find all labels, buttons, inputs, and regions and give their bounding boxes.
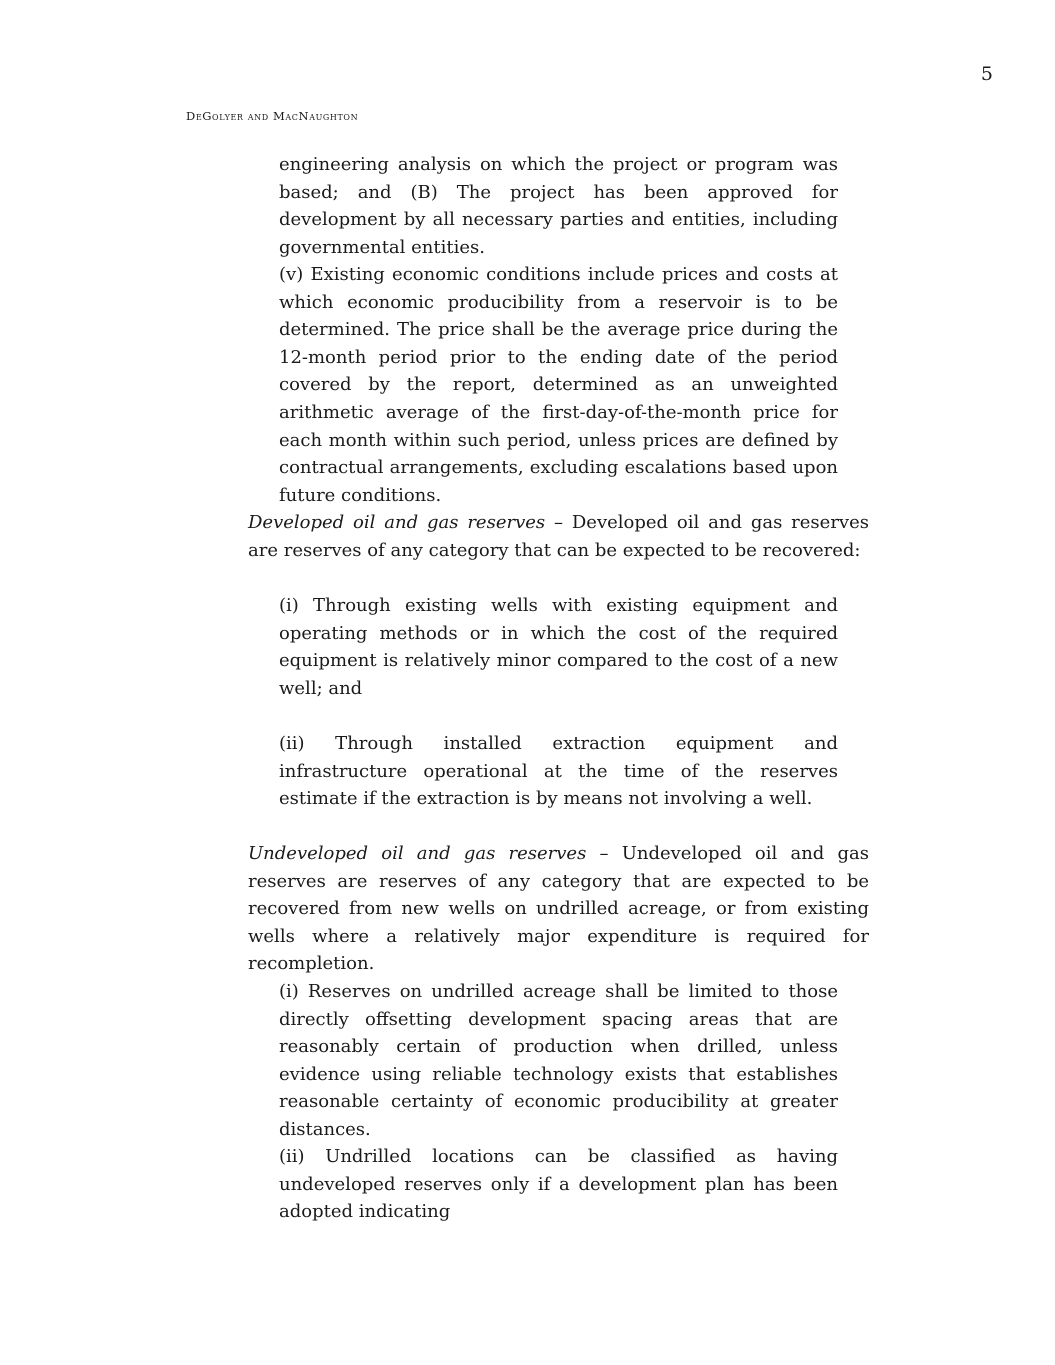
undeveloped-item-ii: (ii) Undrilled locations can be classified as having undeveloped reserves only if a development plan has been adopted indicating: [279, 1146, 838, 1223]
developed-reserves-term: Developed oil and gas reserves: [248, 512, 546, 533]
paragraph-continuation: engineering analysis on which the project or program was based; and (B) The project has been approved for development by all necessary parties and entities, including governmental entities.: [279, 154, 838, 258]
developed-item-ii: (ii) Through installed extraction equipment and infrastructure operational at the time of the reserves estimate if the extraction is by means not involving a well.: [279, 733, 838, 810]
developed-reserves-definition: [248, 509, 869, 564]
paragraph-item-v: (v) Existing economic conditions include prices and costs at which economic producibility from a reservoir is to be determined. The price shall be the average price during the 12-month period prior to the ending date of the period covered by the report, determined as an unweighted arithmetic average of the first-day-of-the-month price for each month within such period, unless prices are defined by contractual arrangements, excluding escalations based upon future conditions.: [279, 264, 838, 506]
developed-item-i: (i) Through existing wells with existing equipment and operating methods or in which the cost of the required equipment is relatively minor compared to the cost of a new well; and: [279, 595, 838, 699]
undeveloped-reserves-term: Undeveloped oil and gas reserves: [248, 843, 587, 864]
firm-header: DeGolyer and MacNaughton: [186, 109, 359, 123]
page-number: 5: [980, 63, 993, 85]
developed-reserves-text: – Developed oil and gas reserves are reserves of any category that can be expected to be recovered:: [248, 512, 869, 561]
undeveloped-reserves-text: – Undeveloped oil and gas reserves are reserves of any category that are expected to be recovered from new wells on undrilled acreage, or from existing wells where a relatively major expenditure is required for recompletion.: [248, 843, 869, 975]
undeveloped-reserves-definition: [248, 840, 869, 978]
undeveloped-item-i: (i) Reserves on undrilled acreage shall be limited to those directly offsetting development spacing areas that are reasonably certain of production when drilled, unless evidence using reliable technology exists that establishes reasonable certainty of economic producibility at greater distances.: [279, 981, 838, 1140]
